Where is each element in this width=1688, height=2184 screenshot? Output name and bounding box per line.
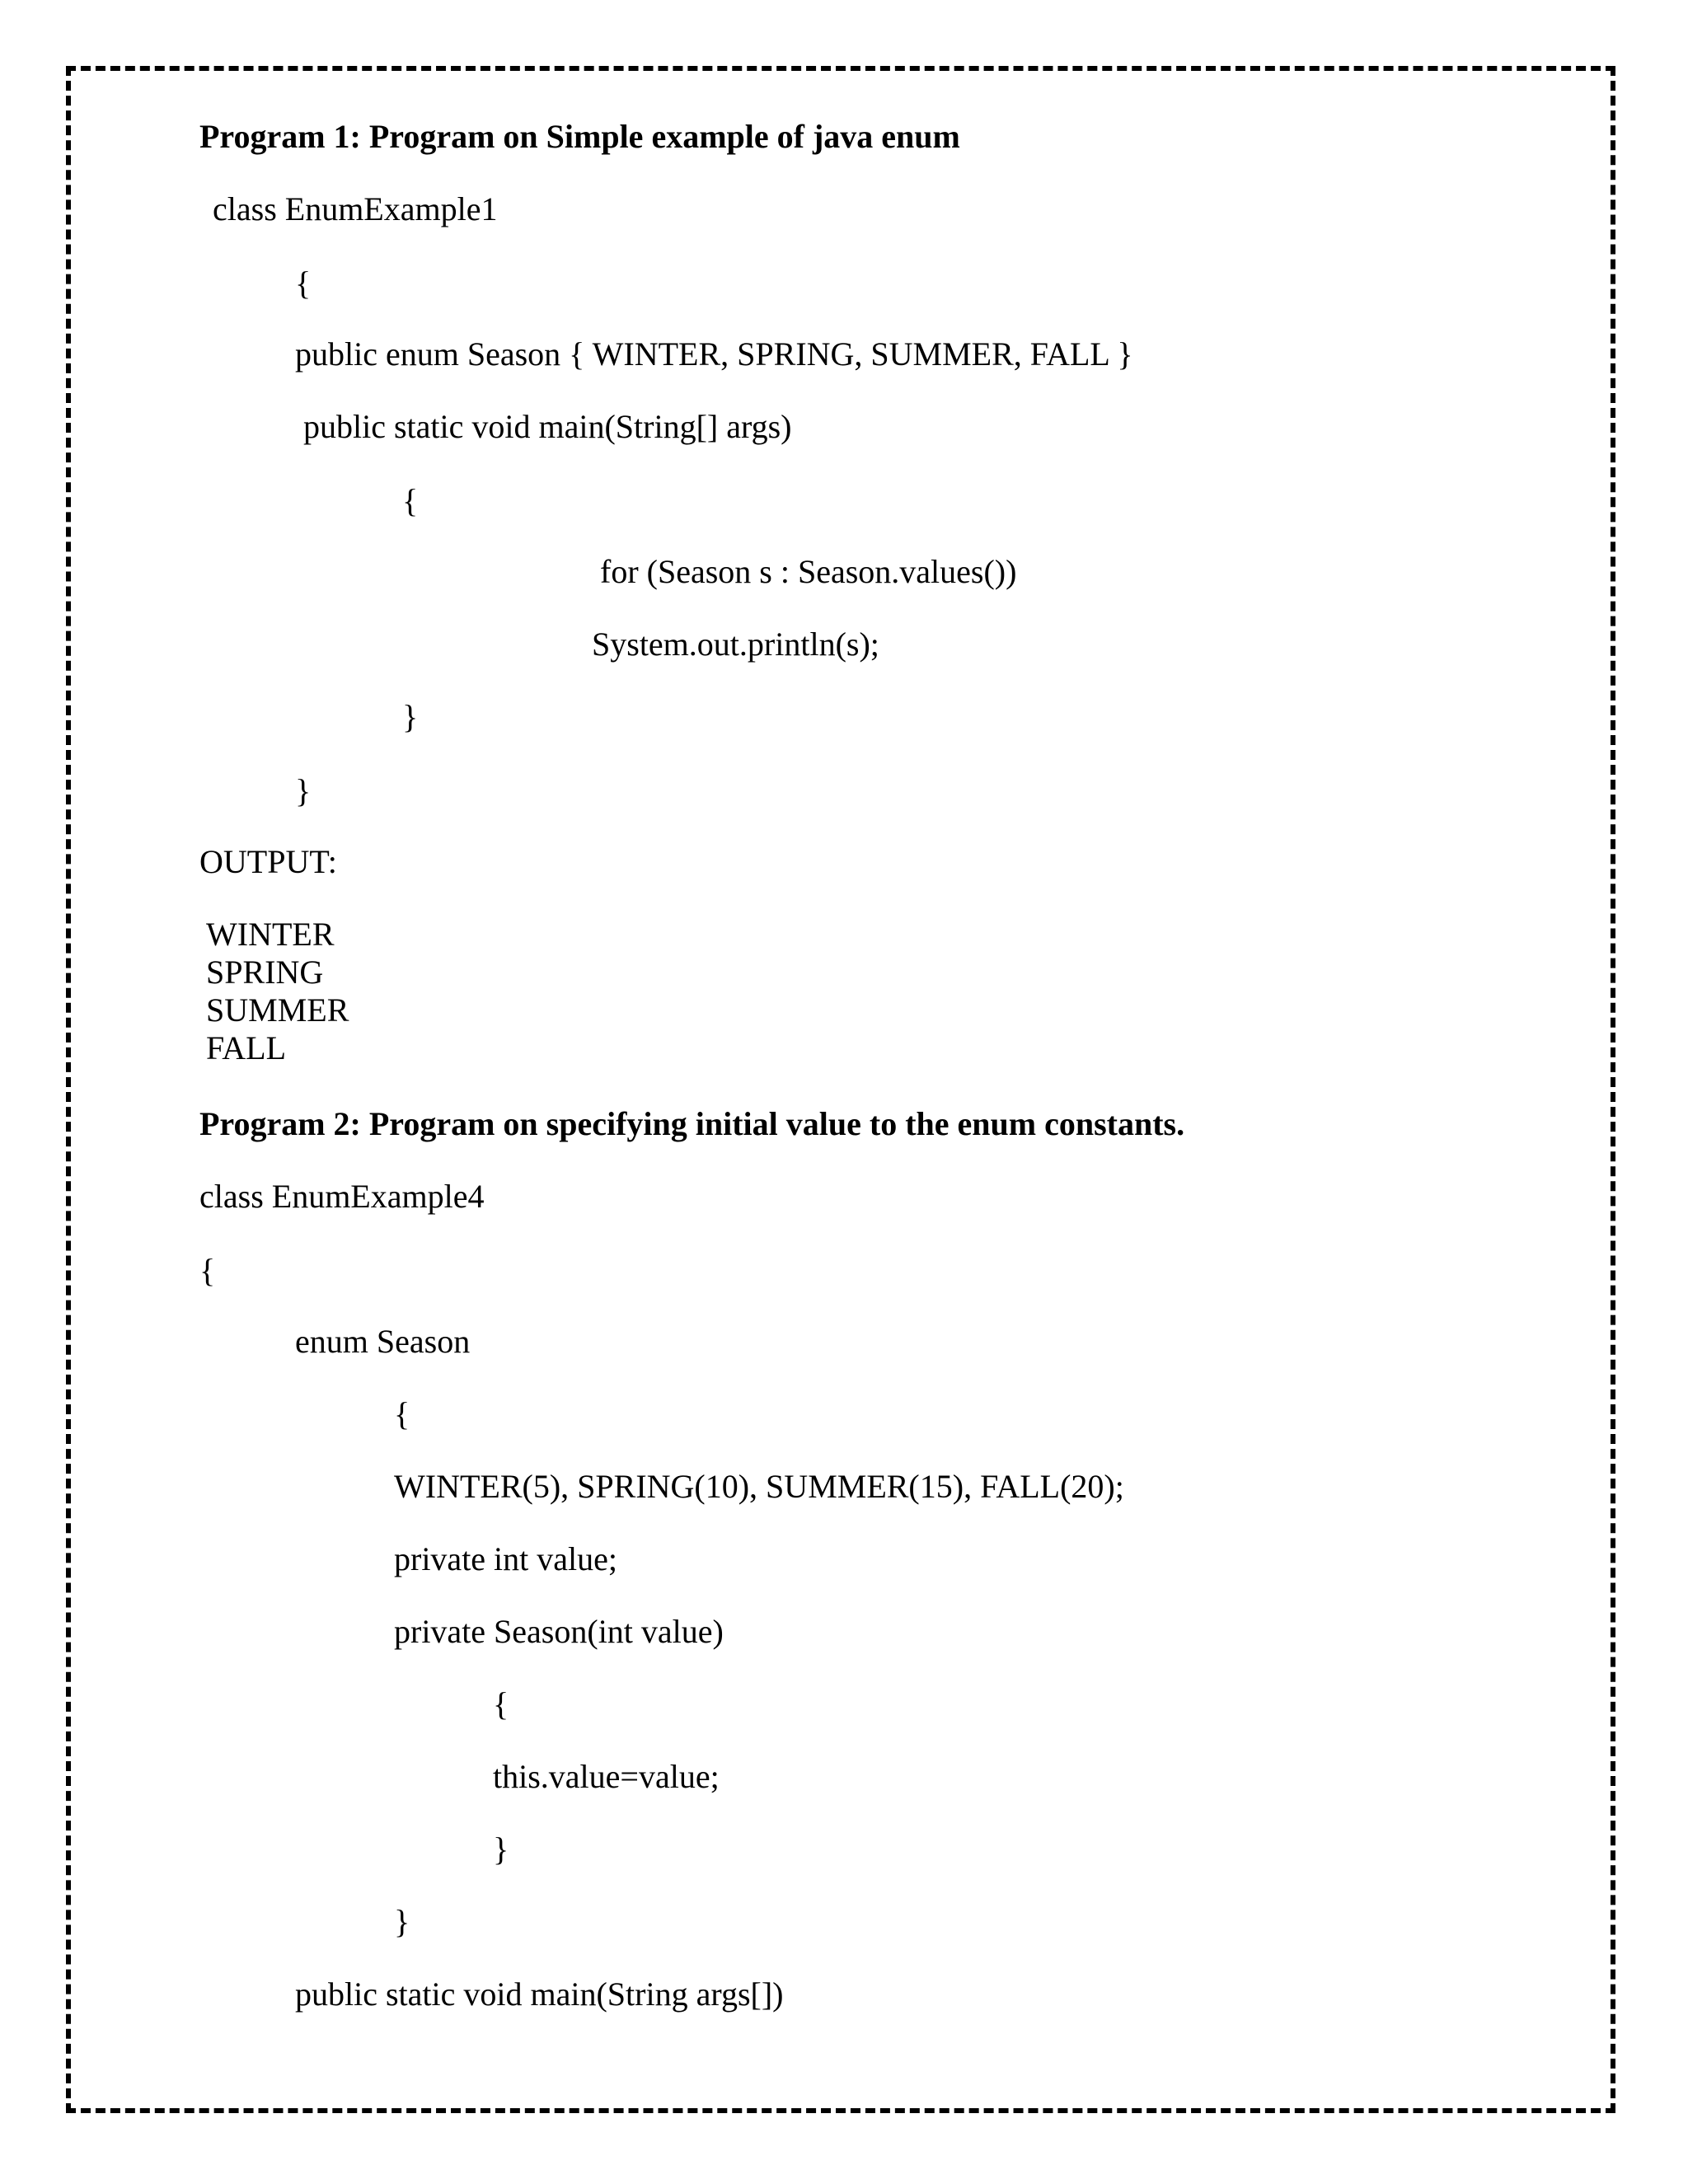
output-line: FALL <box>206 1029 287 1066</box>
output-line: SPRING <box>206 954 324 991</box>
code-line: { <box>493 1685 509 1722</box>
program-1-heading: Program 1: Program on Simple example of java enum <box>199 118 960 155</box>
code-line: this.value=value; <box>493 1758 720 1795</box>
code-line: class EnumExample4 <box>199 1178 485 1215</box>
code-line: class EnumExample1 <box>213 190 498 227</box>
output-line: SUMMER <box>206 991 349 1029</box>
output-label: OUTPUT: <box>199 843 337 880</box>
code-line: private int value; <box>394 1540 618 1577</box>
code-line: { <box>199 1252 216 1289</box>
output-line: WINTER <box>206 916 335 953</box>
code-line: } <box>493 1830 509 1868</box>
code-line: { <box>394 1395 410 1432</box>
code-line: enum Season <box>295 1323 471 1360</box>
code-line: { <box>402 482 419 519</box>
code-line: { <box>295 265 312 302</box>
code-line: private Season(int value) <box>394 1613 724 1650</box>
code-line: } <box>394 1903 410 1940</box>
program-2-heading: Program 2: Program on specifying initial value to the enum constants. <box>199 1105 1185 1142</box>
code-line: WINTER(5), SPRING(10), SUMMER(15), FALL(20); <box>394 1468 1124 1505</box>
code-line: System.out.println(s); <box>592 626 879 663</box>
code-line: public static void main(String args[]) <box>295 1975 784 2013</box>
code-line: for (Season s : Season.values()) <box>600 553 1017 590</box>
code-line: } <box>295 772 312 809</box>
code-line: public enum Season { WINTER, SPRING, SUMMER, FALL } <box>295 335 1133 373</box>
code-line: } <box>402 698 419 735</box>
code-line: public static void main(String[] args) <box>303 408 792 445</box>
